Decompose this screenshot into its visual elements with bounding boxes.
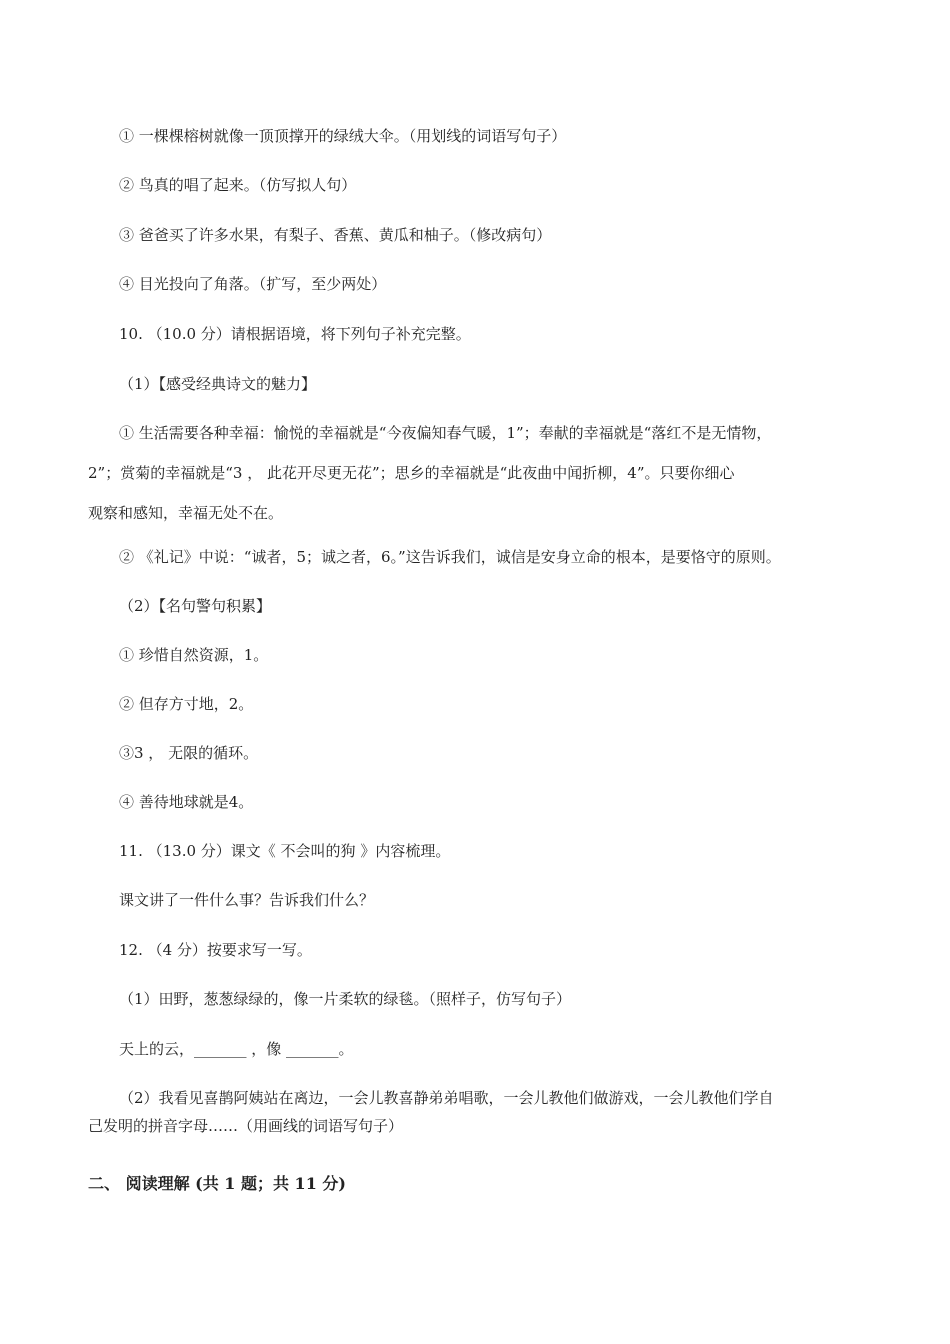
- question-10-1-item-2: ② 《礼记》中说：“诚者，5；诚之者，6。”这告诉我们，诚信是安身立命的根本，是要恪守的原则。: [119, 548, 781, 566]
- question-10-2-item-1: ① 珍惜自然资源，1。: [119, 646, 269, 664]
- question-12-part-1-answer: 天上的云，_______ ，像 _______。: [119, 1040, 354, 1058]
- item-1: ① 一棵棵榕树就像一顶顶撑开的绿绒大伞。（用划线的词语写句子）: [119, 127, 567, 145]
- question-11-title: 11. （13.0 分）课文《 不会叫的狗 》内容梳理。: [119, 842, 451, 860]
- text-line: ① 生活需要各种幸福：愉悦的幸福就是“今夜偏知春气暖，1”；奉献的幸福就是“落红不是无情物，: [119, 424, 772, 442]
- item-2: ② 鸟真的唱了起来。（仿写拟人句）: [119, 176, 357, 194]
- text-line: （2）我看见喜鹊阿姨站在离边，一会儿教喜静弟弟唱歌，一会儿教他们做游戏，一会儿教他们学自: [119, 1089, 774, 1107]
- question-12-part-1: （1）田野，葱葱绿绿的，像一片柔软的绿毯。（照样子，仿写句子）: [119, 990, 572, 1008]
- question-12-title: 12. （4 分）按要求写一写。: [119, 941, 312, 959]
- section-heading: 二、 阅读理解 (共 1 题；共 11 分): [88, 1174, 346, 1193]
- question-10-1-item-1: [88, 423, 878, 523]
- question-10-2-item-4: ④ 善待地球就是4。: [119, 793, 254, 811]
- question-10-title: 10. （10.0 分）请根据语境，将下列句子补充完整。: [119, 325, 471, 343]
- question-10-part-1: （1）【感受经典诗文的魅力】: [119, 375, 317, 393]
- question-12-part-2: [88, 1088, 878, 1136]
- item-3: ③ 爸爸买了许多水果，有梨子、香蕉、黄瓜和柚子。（修改病句）: [119, 226, 552, 244]
- text-line: 观察和感知，幸福无处不在。: [88, 504, 284, 522]
- question-10-part-2: （2）【名句警句积累】: [119, 597, 272, 615]
- text-line: 2”；赏菊的幸福就是“3 ， 此花开尽更无花”；思乡的幸福就是“此夜曲中闻折柳，4”。只要你细心: [88, 464, 735, 482]
- question-10-2-item-2: ② 但存方寸地，2。: [119, 695, 254, 713]
- question-11-prompt: 课文讲了一件什么事？告诉我们什么？: [119, 891, 375, 909]
- text-line: 己发明的拼音字母……（用画线的词语写句子）: [88, 1117, 404, 1135]
- item-4: ④ 目光投向了角落。（扩写，至少两处）: [119, 275, 387, 293]
- question-10-2-item-3: ③3 ， 无限的循环。: [119, 744, 259, 762]
